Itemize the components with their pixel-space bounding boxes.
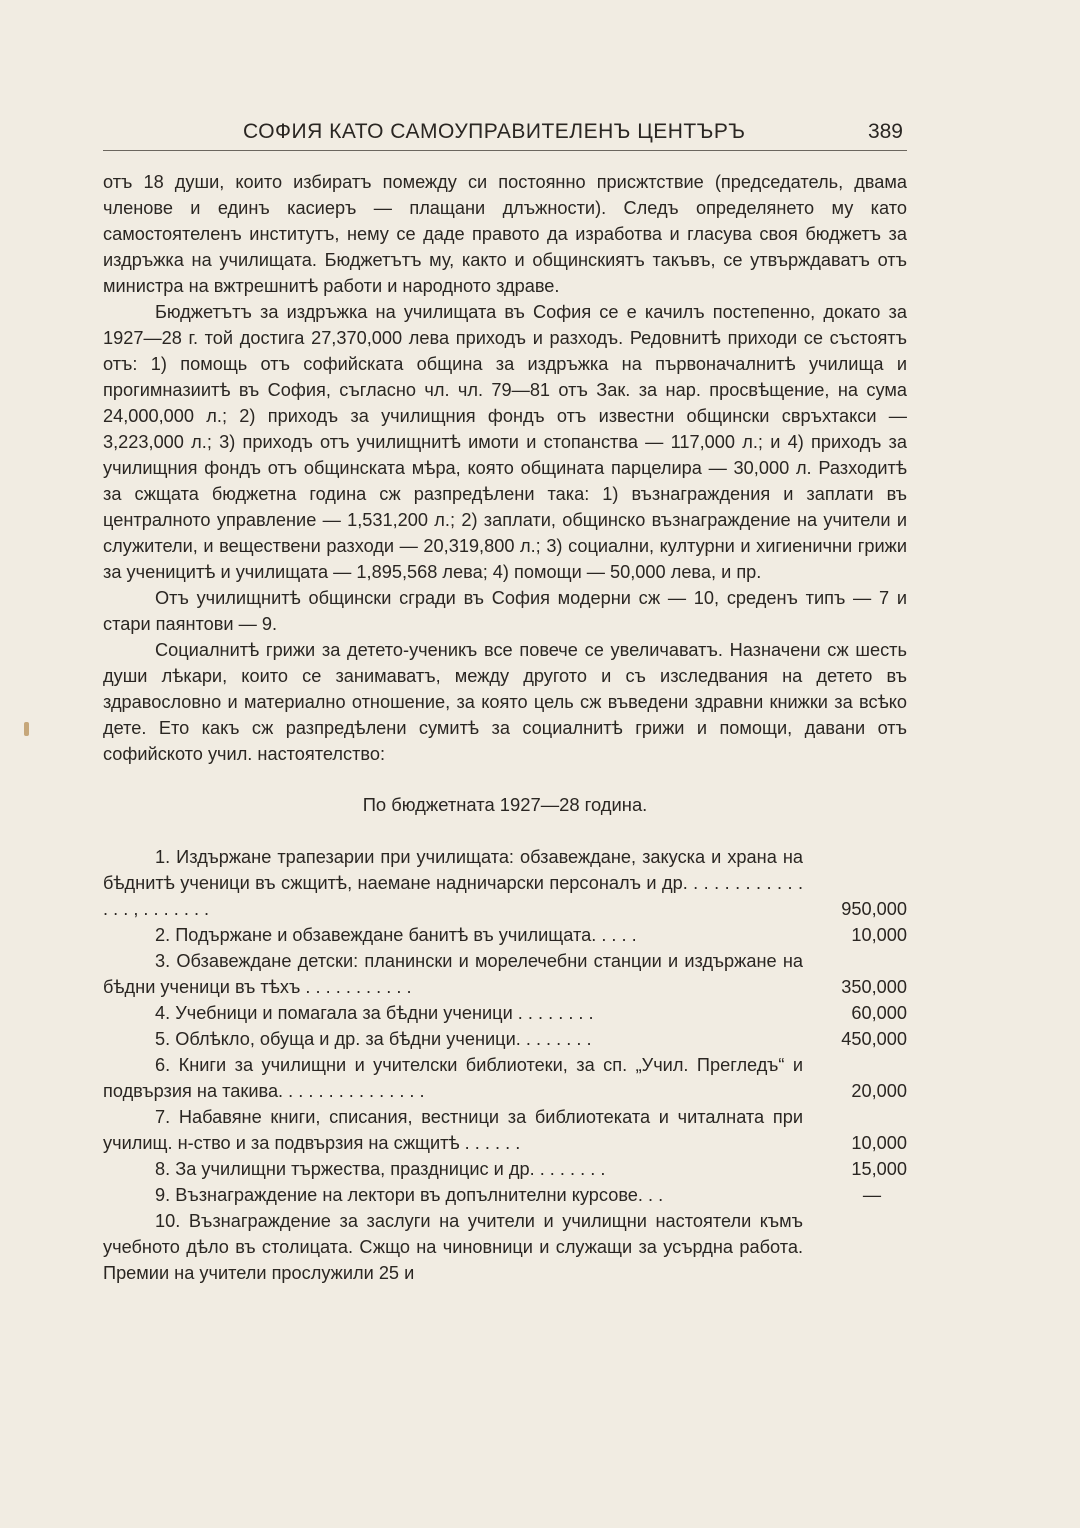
paragraph-3: Отъ училищнитѣ общински сгради въ София модерни сж — 10, среденъ типъ — 7 и стари паянтови — 9.	[103, 588, 907, 634]
running-title: СОФИЯ КАТО САМОУПРАВИТЕЛЕНЪ ЦЕНТЪРЪ	[243, 120, 746, 143]
budget-item	[103, 922, 907, 948]
budget-item-amount: 350,000	[841, 977, 907, 997]
budget-item-text: 8. За училищни тържества, празднициc и др. . . . . . . .	[155, 1159, 606, 1179]
budget-item	[103, 1052, 907, 1104]
budget-item-amount: 10,000	[851, 925, 907, 945]
budget-item-text: 7. Набавяне книги, списания, вестници за библиотеката и читалната при училищ. н-ство и за подвързия на сжщитѣ . . . . . .	[103, 1107, 803, 1153]
budget-item-amount: —	[862, 1185, 882, 1205]
budget-item-text: 5. Облѣкло, обуща и др. за бѣдни ученици. . . . . . . .	[155, 1029, 592, 1049]
budget-item-text: 9. Възнаграждение на лектори въ допълнителни курсове. . .	[155, 1185, 664, 1205]
budget-item-text: 3. Обзавеждане детски: планински и морелечебни станции и издържане на бѣдни ученици въ тѣхъ . . . . . . . . . . .	[103, 951, 803, 997]
budget-item	[103, 1156, 907, 1182]
budget-item-amount: 60,000	[851, 1003, 907, 1023]
budget-item	[103, 948, 907, 1000]
budget-title: По бюджетната 1927—28 година.	[362, 794, 648, 815]
budget-item-text: 2. Подържане и обзавеждане банитѣ въ училищата. . . . .	[155, 925, 637, 945]
budget-item	[103, 1104, 907, 1156]
budget-item	[103, 1208, 907, 1286]
page-header	[103, 120, 907, 151]
paper-spot	[24, 722, 29, 736]
budget-item-amount: 10,000	[851, 1133, 907, 1153]
page-number: 389	[867, 120, 903, 143]
budget-list	[103, 844, 907, 1286]
budget-item-text: 4. Учебници и помагала за бѣдни ученици . . . . . . . .	[155, 1003, 594, 1023]
paragraph-4: Социалнитѣ грижи за детето-ученикъ все повече се увеличаватъ. Назначени сж шесть души лѣкари, които се занимаватъ, между другото и съ изследвания на детето въ здравословно и материално отношение, за която цель сж въведени здравни книжки за всѣко дете. Ето какъ сж разпредѣлени сумитѣ за социалнитѣ грижи и помощи, давани отъ софийското учил. настоятелство:	[103, 640, 907, 764]
budget-item	[103, 844, 907, 922]
budget-item-amount: 450,000	[841, 1029, 907, 1049]
budget-item-text: 6. Книги за училищни и учителски библиотеки, за сп. „Учил. Прегледъ“ и подвързия на такива. . . . . . . . . . . . . . .	[103, 1055, 803, 1101]
body-text	[103, 169, 907, 767]
budget-item	[103, 1182, 907, 1208]
budget-item-text: 10. Възнаграждение за заслуги на учители и училищни настоятели къмъ учебното дѣло въ столицата. Сжщо на чиновници и служащи за усърдна работа. Премии на учители прослужили 25 и	[103, 1211, 803, 1283]
budget-item	[103, 1000, 907, 1026]
budget-item-amount: 950,000	[841, 899, 907, 919]
budget-item	[103, 1026, 907, 1052]
paragraph-1: отъ 18 души, които избиратъ помежду си постоянно присжтствие (председатель, двама членове и единъ касиеръ — плащани длъжности). Следъ определянето му като самостоятеленъ институтъ, нему се даде правото да изработва и гласува своя бюджетъ за издръжка на училищата. Бюджетътъ му, както и общинскиятъ такъвъ, се утвърждаватъ отъ министра на вжтрешнитѣ работи и народното здраве.	[103, 172, 907, 296]
document-page	[103, 120, 907, 1286]
budget-item-text: 1. Издържане трапезарии при училищата: обзавеждане, закуска и храна на бѣднитѣ ученици въ сжщитѣ, наемане надничарски персоналъ и др. . . . . . . . . . . . . . . , . . . . . . .	[103, 847, 803, 919]
budget-item-amount: 15,000	[851, 1159, 907, 1179]
paragraph-2: Бюджетътъ за издръжка на училищата въ София се е качилъ постепенно, докато за 1927—28 г. той достига 27,370,000 лева приходъ и разходъ. Редовнитѣ приходи се състоятъ отъ: 1) помощь отъ софийската община за издръжка на първоначалнитѣ училища и прогимназиитѣ въ София, съгласно чл. чл. 79—81 отъ Зак. за нар. просвѣщение, на сума 24,000,000 л.; 2) приходъ за училищния фондъ отъ известни общински свръхтакси — 3,223,000 л.; 3) приходъ отъ училищнитѣ имоти и стопанства — 117,000 л.; и 4) приходъ за училищния фондъ отъ общинската мѣра, която общината парцелира — 30,000 л. Разходитѣ за сжщата бюджетна година сж разпредѣлени така: 1) възнаграждения и заплати въ централното управление — 1,531,200 л.; 2) заплати, общинско възнаграждение на учители и служители, и веществени разходи — 20,319,800 л.; 3) социални, културни и хигиенични грижи за ученицитѣ и училищата — 1,895,568 лева; 4) помощи — 50,000 лева, и пр.	[103, 302, 907, 582]
budget-item-amount: 20,000	[851, 1081, 907, 1101]
